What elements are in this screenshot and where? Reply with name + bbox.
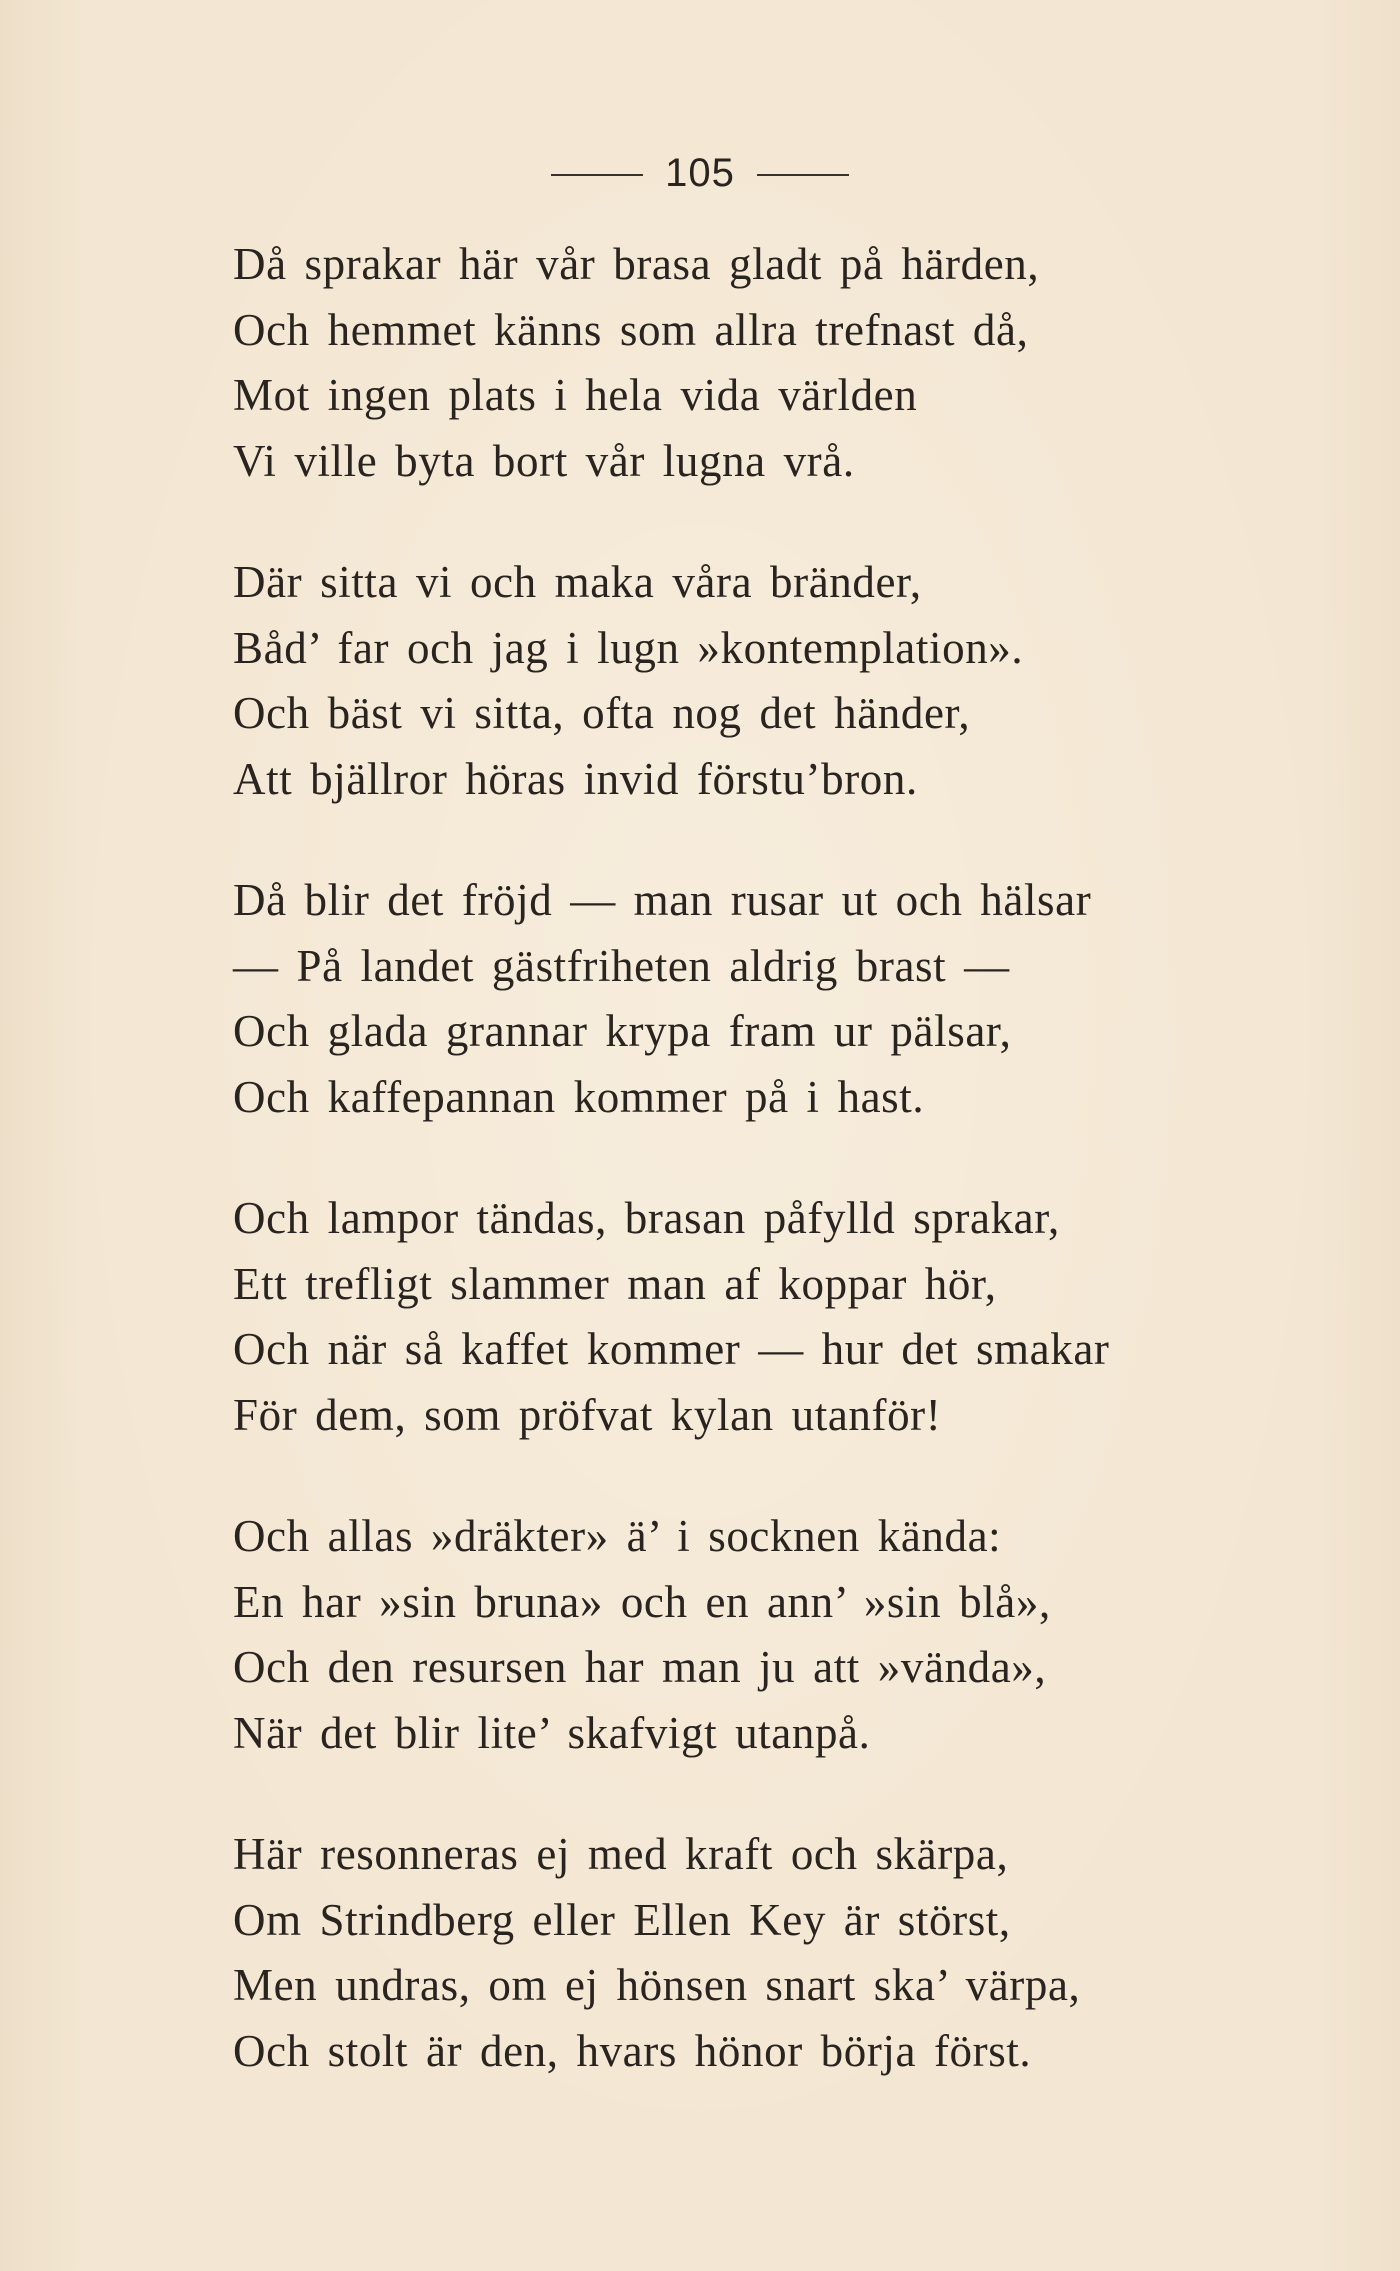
poem-line: Att bjällror höras invid förstu’bron. — [233, 753, 918, 804]
page-header — [0, 148, 1400, 198]
poem-body — [233, 232, 1353, 2140]
poem-line: När det blir lite’ skafvigt utanpå. — [233, 1707, 871, 1758]
stanza-3 — [233, 868, 1353, 1130]
header-rule-left — [551, 174, 643, 176]
poem-line: Och hemmet känns som allra trefnast då, — [233, 304, 1029, 355]
poem-line: Ett trefligt slammer man af koppar hör, — [233, 1258, 997, 1309]
poem-line: Och kaffepannan kommer på i hast. — [233, 1071, 925, 1122]
poem-line: Och lampor tändas, brasan påfylld sprakar, — [233, 1193, 1060, 1243]
poem-line: Båd’ far och jag i lugn »kontemplation». — [233, 622, 1024, 673]
stanza-2 — [233, 550, 1353, 812]
poem-line: Och allas »dräkter» ä’ i socknen kända: — [233, 1511, 1002, 1561]
poem-line: Och glada grannar krypa fram ur pälsar, — [233, 1006, 1012, 1056]
poem-line: Och stolt är den, hvars hönor börja först. — [233, 2025, 1032, 2076]
poem-line: Här resonneras ej med kraft och skärpa, — [233, 1829, 1009, 1879]
poem-line: Vi ville byta bort vår lugna vrå. — [233, 435, 855, 486]
poem-line: Om Strindberg eller Ellen Key är störst, — [233, 1894, 1011, 1945]
poem-line: Men undras, om ej hönsen snart ska’ värpa, — [233, 1960, 1081, 2010]
poem-line: En har »sin bruna» och en ann’ »sin blå», — [233, 1576, 1051, 1627]
page-number: 105 — [665, 150, 735, 195]
poem-line: Då sprakar här vår brasa gladt på härden, — [233, 239, 1040, 289]
poem-line: Och bäst vi sitta, ofta nog det händer, — [233, 688, 971, 738]
stanza-6 — [233, 1822, 1353, 2084]
poem-line: Och den resursen har man ju att »vända», — [233, 1642, 1047, 1692]
stanza-1 — [233, 232, 1353, 494]
stanza-4 — [233, 1186, 1353, 1448]
poem-line: För dem, som pröfvat kylan utanför! — [233, 1389, 942, 1440]
poem-line: Då blir det fröjd — man rusar ut och hälsar — [233, 875, 1092, 925]
poem-line: Mot ingen plats i hela vida världen — [233, 370, 918, 420]
poem-line: Och när så kaffet kommer — hur det smakar — [233, 1324, 1110, 1374]
header-rule-right — [757, 174, 849, 176]
poem-line: — På landet gästfriheten aldrig brast — — [233, 940, 1010, 991]
stanza-5 — [233, 1504, 1353, 1766]
poem-line: Där sitta vi och maka våra bränder, — [233, 557, 922, 607]
